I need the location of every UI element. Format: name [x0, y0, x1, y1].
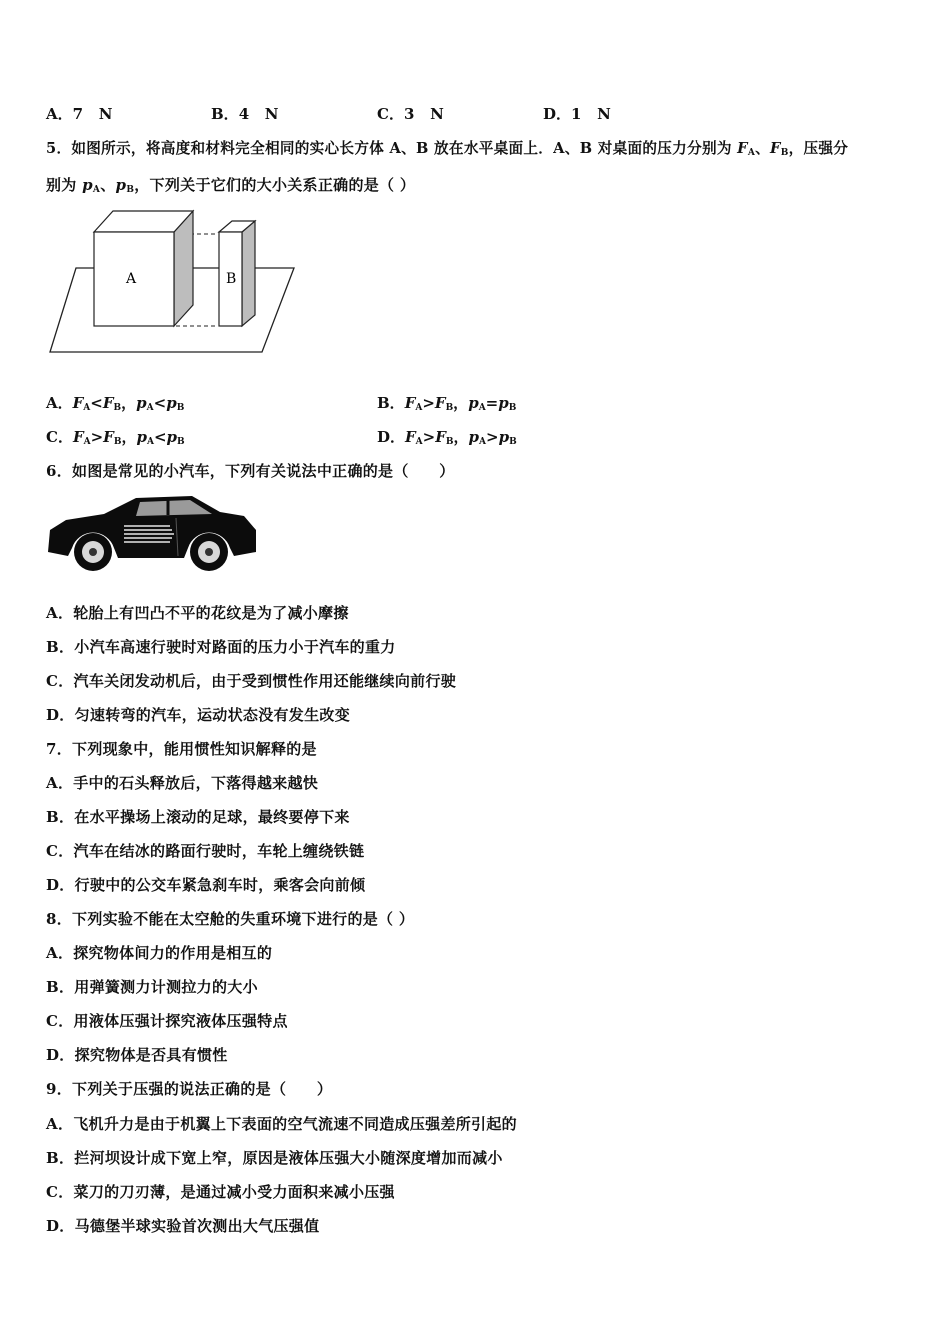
q9-option-d: D．马德堡半球实验首次测出大气压强值 — [46, 1217, 320, 1235]
q6-stem: 6．如图是常见的小汽车，下列有关说法中正确的是（ ） — [46, 462, 455, 480]
q4-option-a: A．7 N — [46, 105, 113, 123]
q9-option-a: A．飞机升力是由于机翼上下表面的空气流速不同造成压强差所引起的 — [46, 1115, 517, 1133]
q8-option-d: D．探究物体是否具有惯性 — [46, 1046, 228, 1064]
q9-stem: 9．下列关于压强的说法正确的是（ ） — [46, 1080, 333, 1098]
front-wheel — [74, 533, 112, 571]
block-b-label: B — [226, 271, 237, 287]
q7-option-c: C．汽车在结冰的路面行驶时，车轮上缠绕铁链 — [46, 842, 365, 860]
q5-option-a: A．$F_A<F_B$，$p_A<p_B$ — [46, 394, 185, 413]
q5-option-c: C．$F_A>F_B$，$p_A<p_B$ — [46, 428, 185, 447]
q4-option-d: D．1 N — [543, 105, 611, 123]
block-a-label: A — [126, 271, 137, 287]
block-b-side — [242, 221, 255, 326]
q8-option-c: C．用液体压强计探究液体压强特点 — [46, 1012, 288, 1030]
q5-stem-line1: 5．如图所示，将高度和材料完全相同的实心长方体 A、B 放在水平桌面上．A、B 对桌面的压力分别为 $F_A$、$F_B$，压强分 — [46, 140, 849, 158]
q5-option-d: D．$F_A>F_B$，$p_A>p_B$ — [377, 428, 517, 447]
q7-option-b: B．在水平操场上滚动的足球，最终要停下来 — [46, 808, 350, 826]
q9-option-c: C．菜刀的刀刃薄，是通过减小受力面积来减小压强 — [46, 1183, 395, 1201]
rear-wheel — [190, 533, 228, 571]
q6-option-c: C．汽车关闭发动机后，由于受到惯性作用还能继续向前行驶 — [46, 672, 457, 690]
q4-option-c: C．3 N — [377, 105, 444, 123]
q8-option-a: A．探究物体间力的作用是相互的 — [46, 944, 273, 962]
q7-option-d: D．行驶中的公交车紧急刹车时，乘客会向前倾 — [46, 876, 366, 894]
q5-option-b: B．$F_A>F_B$，$p_A=p_B$ — [377, 394, 517, 413]
q5-stem-line2: 别为 $p_A$、$p_B$，下列关于它们的大小关系正确的是（ ） — [46, 176, 416, 195]
q6-option-b: B．小汽车高速行驶时对路面的压力小于汽车的重力 — [46, 638, 396, 656]
q8-option-b: B．用弹簧测力计测拉力的大小 — [46, 978, 258, 996]
q6-option-d: D．匀速转弯的汽车，运动状态没有发生改变 — [46, 706, 351, 724]
q5-blocks-figure — [46, 205, 298, 357]
q7-stem: 7．下列现象中，能用惯性知识解释的是 — [46, 740, 317, 758]
car-image — [44, 490, 260, 580]
q4-option-b: B．4 N — [211, 105, 279, 123]
q7-option-a: A．手中的石头释放后，下落得越来越快 — [46, 774, 319, 792]
q8-stem: 8．下列实验不能在太空舱的失重环境下进行的是（ ） — [46, 910, 415, 928]
q6-option-a: A．轮胎上有凹凸不平的花纹是为了减小摩擦 — [46, 604, 349, 622]
q9-option-b: B．拦河坝设计成下宽上窄，原因是液体压强大小随深度增加而减小 — [46, 1149, 503, 1167]
